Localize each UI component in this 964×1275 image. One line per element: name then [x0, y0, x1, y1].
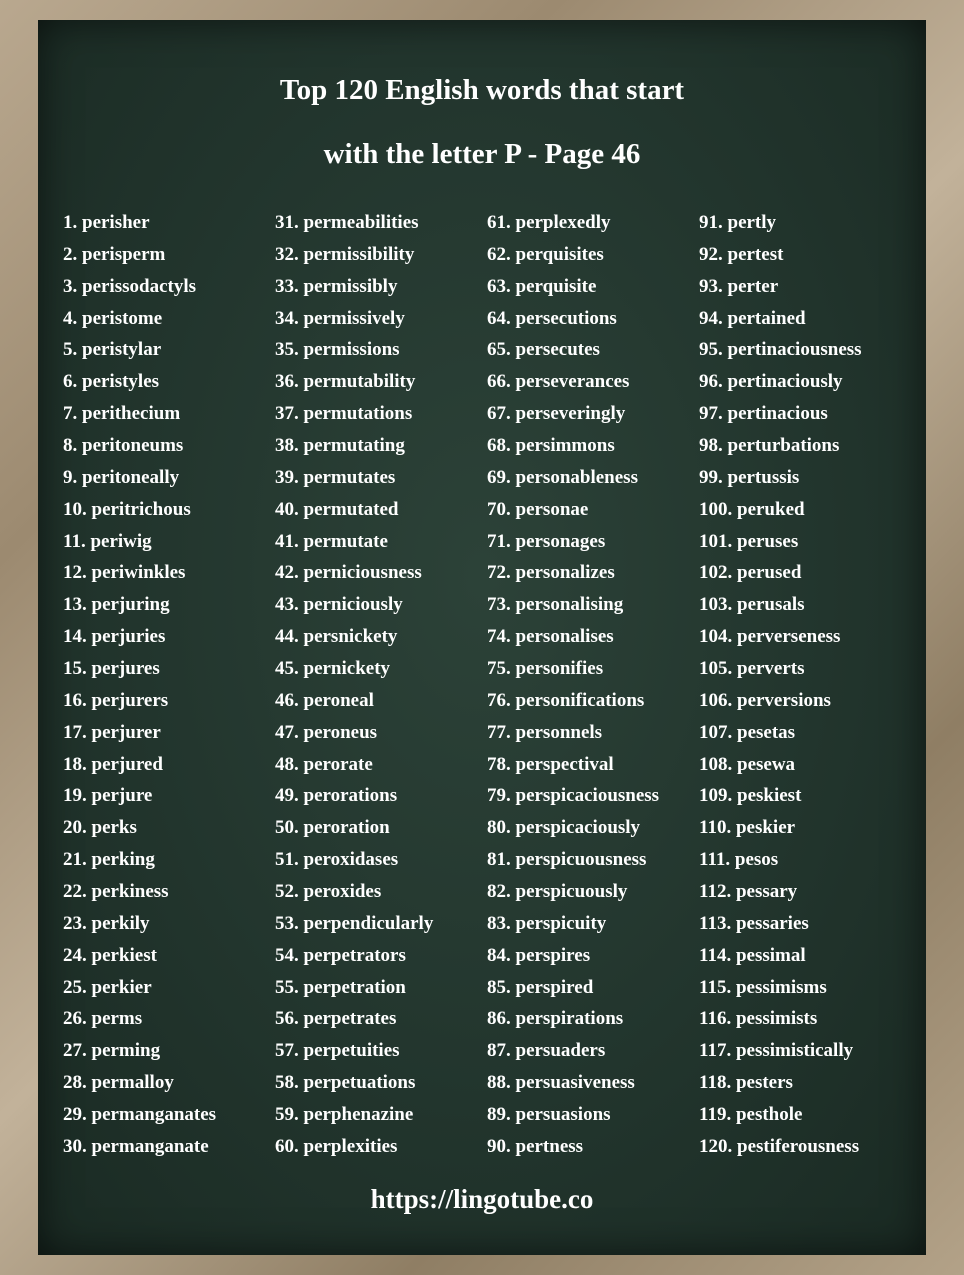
- word-list-item: 7. perithecium: [63, 403, 181, 425]
- word-list-item: 14. perjuries: [63, 626, 166, 648]
- word-list-item: 89. persuasions: [487, 1104, 611, 1126]
- word-list-item: 4. peristome: [63, 307, 163, 329]
- word-list-item: 91. pertly: [699, 212, 777, 233]
- word-list-item: 81. perspicuousness: [487, 849, 647, 871]
- word-list-item: 47. peroneus: [275, 721, 378, 743]
- word-list-item: 68. persimmons: [487, 435, 615, 457]
- word-list-item: 112. pessary: [699, 881, 798, 903]
- word-column-4: [699, 207, 862, 1163]
- word-list-item: 60. perplexities: [275, 1135, 398, 1157]
- word-list-item: 52. peroxides: [275, 881, 382, 903]
- word-list-item: 26. perms: [63, 1008, 143, 1030]
- word-list-item: 3. perissodactyls: [63, 275, 196, 297]
- word-list-item: 110. peskier: [699, 817, 796, 839]
- word-list-item: 11. periwig: [63, 530, 152, 552]
- word-list-item: 77. personnels: [487, 721, 603, 743]
- word-list-item: 98. perturbations: [699, 435, 840, 457]
- word-list-item: 74. personalises: [487, 626, 614, 648]
- word-list-item: 102. perused: [699, 562, 802, 584]
- word-list-item: 55. perpetration: [275, 976, 406, 998]
- word-list-item: 116. pessimists: [699, 1008, 818, 1030]
- word-list-item: 8. peritoneums: [63, 435, 184, 457]
- word-list-item: 111. pesos: [699, 849, 779, 871]
- word-list-item: 6. peristyles: [63, 371, 160, 393]
- word-list-item: 46. peroneal: [275, 689, 374, 711]
- word-list-item: 27. perming: [63, 1040, 161, 1062]
- word-list-item: 35. permissions: [275, 339, 400, 361]
- word-list-item: 21. perking: [63, 849, 155, 871]
- word-list-item: 118. pesters: [699, 1072, 793, 1094]
- word-list-item: 44. persnickety: [275, 626, 398, 648]
- word-list-item: 32. permissibility: [275, 243, 415, 265]
- word-list-item: 70. personae: [487, 498, 589, 520]
- word-list-item: 23. perkily: [63, 912, 150, 934]
- word-list-item: 105. perverts: [699, 658, 805, 680]
- word-list-item: 106. perversions: [699, 689, 831, 711]
- word-list-item: 48. perorate: [275, 753, 373, 775]
- word-list-item: 17. perjurer: [63, 721, 161, 743]
- page-title-line-2: with the letter P - Page 46: [323, 138, 641, 170]
- word-list-item: 115. pessimisms: [699, 976, 827, 998]
- word-list-item: 45. pernickety: [275, 658, 391, 680]
- word-list-item: 73. personalising: [487, 594, 624, 616]
- word-list-item: 31. permeabilities: [275, 212, 419, 233]
- word-list-item: 18. perjured: [63, 753, 163, 775]
- word-column-3: [487, 207, 659, 1163]
- word-list-item: 22. perkiness: [63, 881, 169, 903]
- word-list-item: 53. perpendicularly: [275, 912, 434, 934]
- word-list-item: 76. personifications: [487, 689, 645, 711]
- word-list-item: 93. perter: [699, 275, 779, 297]
- word-list-item: 30. permanganate: [63, 1135, 209, 1157]
- word-list-item: 19. perjure: [63, 785, 153, 807]
- word-list-item: 75. personifies: [487, 658, 604, 680]
- word-list-item: 15. perjures: [63, 658, 160, 680]
- word-list-item: 29. permanganates: [63, 1104, 217, 1126]
- word-list-item: 120. pestiferousness: [699, 1135, 860, 1157]
- word-list-item: 5. peristylar: [63, 339, 162, 361]
- word-list-item: 78. perspectival: [487, 753, 614, 775]
- word-list-item: 79. perspicaciousness: [487, 785, 660, 807]
- word-list-item: 24. perkiest: [63, 944, 157, 966]
- word-list-item: 59. perphenazine: [275, 1104, 414, 1126]
- word-list-item: 96. pertinaciously: [699, 371, 843, 393]
- word-list-item: 67. perseveringly: [487, 403, 626, 425]
- word-list-item: 1. perisher: [63, 212, 150, 233]
- word-list-item: 51. peroxidases: [275, 849, 399, 871]
- word-list-item: 40. permutated: [275, 498, 399, 520]
- word-list-item: 49. perorations: [275, 785, 398, 807]
- word-list-item: 57. perpetuities: [275, 1040, 400, 1062]
- word-list-item: 85. perspired: [487, 976, 594, 998]
- word-list-item: 87. persuaders: [487, 1040, 606, 1062]
- word-list-item: 103. perusals: [699, 594, 805, 616]
- word-list-item: 101. peruses: [699, 530, 799, 552]
- word-list-item: 9. peritoneally: [63, 466, 180, 488]
- word-list-item: 66. perseverances: [487, 371, 630, 393]
- word-list-item: 86. perspirations: [487, 1008, 624, 1030]
- word-column-2: [275, 207, 433, 1163]
- word-list-item: 99. pertussis: [699, 466, 800, 488]
- word-list-item: 114. pessimal: [699, 944, 806, 966]
- word-list-item: 33. permissibly: [275, 275, 398, 297]
- word-list-item: 25. perkier: [63, 976, 152, 998]
- word-list-item: 108. pesewa: [699, 753, 796, 775]
- word-list-item: 72. personalizes: [487, 562, 615, 584]
- word-list-item: 43. perniciously: [275, 594, 403, 616]
- word-list-item: 83. perspicuity: [487, 912, 607, 934]
- word-list-item: 104. perverseness: [699, 626, 841, 648]
- word-list-item: 54. perpetrators: [275, 944, 406, 966]
- word-list-item: 50. peroration: [275, 817, 390, 839]
- word-list-item: 38. permutating: [275, 435, 405, 457]
- word-list-item: 62. perquisites: [487, 243, 604, 265]
- word-list-item: 65. persecutes: [487, 339, 600, 361]
- word-list-item: 37. permutations: [275, 403, 413, 425]
- page-title-line-1: Top 120 English words that start: [279, 74, 685, 106]
- word-list-item: 94. pertained: [699, 307, 806, 329]
- word-list-item: 10. peritrichous: [63, 498, 191, 520]
- word-list-item: 113. pessaries: [699, 912, 809, 934]
- word-list-item: 80. perspicaciously: [487, 817, 641, 839]
- word-list-item: 88. persuasiveness: [487, 1072, 635, 1094]
- word-list-item: 36. permutability: [275, 371, 416, 393]
- word-list-item: 2. perisperm: [63, 243, 166, 265]
- word-column-1: [63, 207, 216, 1163]
- footer-url: https://lingotube.co: [370, 1184, 594, 1214]
- word-list-item: 16. perjurers: [63, 689, 169, 711]
- word-list-item: 34. permissively: [275, 307, 405, 329]
- word-list-item: 69. personableness: [487, 466, 638, 488]
- word-list-item: 39. permutates: [275, 466, 396, 488]
- word-list-item: 61. perplexedly: [487, 212, 611, 233]
- word-list-item: 95. pertinaciousness: [699, 339, 862, 361]
- word-list-item: 28. permalloy: [63, 1072, 174, 1094]
- word-list-item: 90. pertness: [487, 1135, 584, 1157]
- word-list-item: 107. pesetas: [699, 721, 796, 743]
- word-list-item: 41. permutate: [275, 530, 388, 552]
- word-list-item: 56. perpetrates: [275, 1008, 397, 1030]
- word-list-item: 109. peskiest: [699, 785, 802, 807]
- word-list-item: 12. periwinkles: [63, 562, 186, 584]
- word-list-item: 20. perks: [63, 817, 137, 839]
- word-list-item: 84. perspires: [487, 944, 591, 966]
- word-list-item: 119. pesthole: [699, 1104, 803, 1126]
- word-list-item: 13. perjuring: [63, 594, 170, 616]
- word-list-item: 42. perniciousness: [275, 562, 422, 584]
- word-list-item: 97. pertinacious: [699, 403, 828, 425]
- word-list-item: 92. pertest: [699, 243, 784, 265]
- word-list-item: 100. peruked: [699, 498, 805, 520]
- word-list-item: 82. perspicuously: [487, 881, 628, 903]
- word-list-item: 63. perquisite: [487, 275, 597, 297]
- word-list-item: 64. persecutions: [487, 307, 617, 329]
- word-list-item: 58. perpetuations: [275, 1072, 416, 1094]
- word-list-item: 117. pessimistically: [699, 1040, 854, 1062]
- word-list-item: 71. personages: [487, 530, 606, 552]
